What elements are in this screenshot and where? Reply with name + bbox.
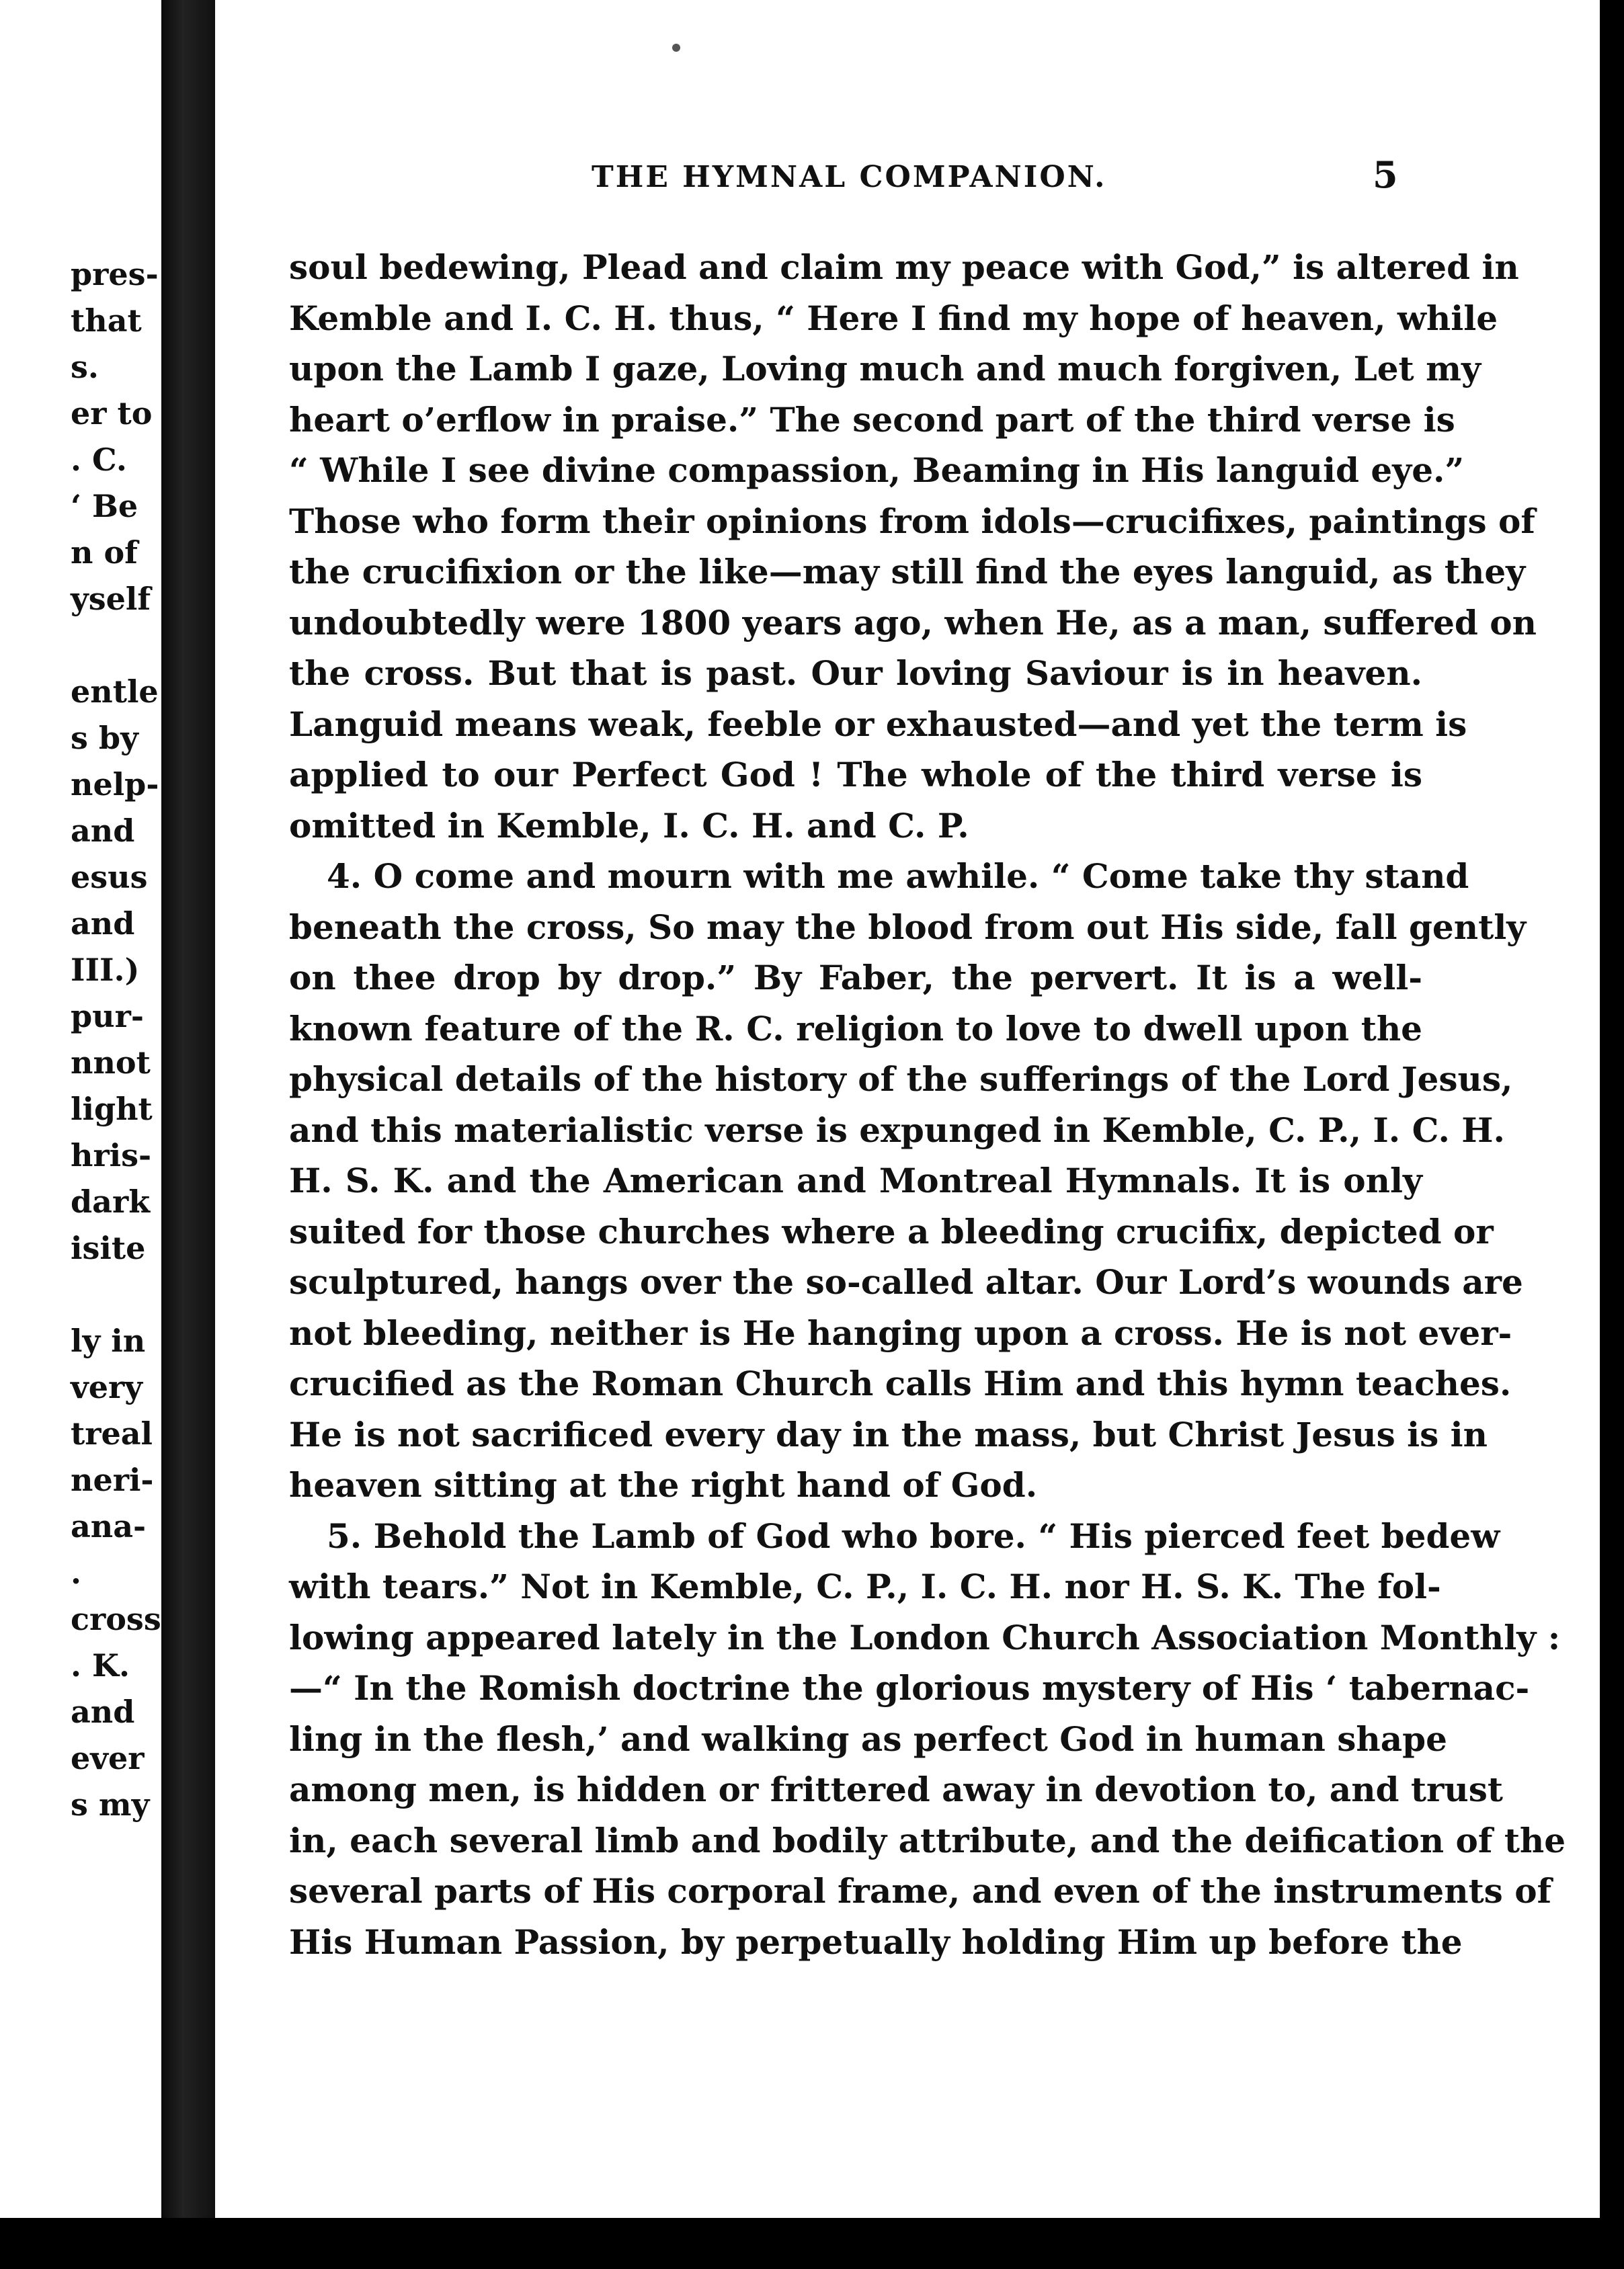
left-page-fragment-line: . C. xyxy=(71,442,127,478)
left-page-fragment-line: ly in xyxy=(71,1323,146,1359)
body-line: upon the Lamb I gaze, Loving much and much forgiven, Let my xyxy=(289,349,1481,388)
body-line: sculptured, hangs over the so-called altar. Our Lord’s wounds are xyxy=(289,1262,1523,1302)
left-page-fragment-line: very xyxy=(71,1369,143,1405)
body-line: lowing appeared lately in the London Church Association Monthly : xyxy=(289,1617,1561,1657)
body-line: beneath the cross, So may the blood from out His side, fall gently xyxy=(289,907,1527,947)
body-line: crucified as the Roman Church calls Him and this hymn teaches. xyxy=(289,1364,1512,1403)
left-page-fragment xyxy=(0,0,161,2269)
body-line: several parts of His corporal frame, and even of the instruments of xyxy=(289,1871,1552,1911)
left-page-fragment-line: esus xyxy=(71,859,148,895)
left-page-fragment-line: s my xyxy=(71,1786,150,1823)
body-line: the crucifixion or the like—may still find the eyes languid, as they xyxy=(289,552,1526,591)
body-line: heaven sitting at the right hand of God. xyxy=(289,1465,1038,1505)
body-line: Kemble and I. C. H. thus, “ Here I find my hope of heaven, while xyxy=(289,298,1498,338)
left-page-fragment-line: n of xyxy=(71,534,138,571)
body-line: 4. O come and mourn with me awhile. “ Come take thy stand xyxy=(327,856,1469,896)
left-page-fragment-line: nnot xyxy=(71,1044,151,1081)
left-page-fragment-line: neri- xyxy=(71,1462,154,1498)
body-line: “ While I see divine compassion, Beaming in His languid eye.” xyxy=(289,450,1465,490)
body-line: ling in the flesh,’ and walking as perfect God in human shape xyxy=(289,1719,1447,1759)
body-line: not bleeding, neither is He hanging upon a cross. He is not ever- xyxy=(289,1313,1512,1353)
body-line: among men, is hidden or frittered away in devotion to, and trust xyxy=(289,1770,1503,1809)
left-page-fragment-line: entle xyxy=(71,673,159,710)
left-page-fragment-line: and xyxy=(71,905,135,942)
left-page-fragment-line: light xyxy=(71,1091,153,1127)
left-page-fragment-line: and xyxy=(71,813,135,849)
body-line: omitted in Kemble, I. C. H. and C. P. xyxy=(289,805,969,845)
left-page-fragment-line: ana- xyxy=(71,1508,147,1544)
body-text xyxy=(289,242,1566,1967)
left-page-fragment-line: treal xyxy=(71,1415,153,1452)
body-line: known feature of the R. C. religion to love to dwell upon the xyxy=(289,1008,1422,1048)
book-gutter xyxy=(161,0,215,2269)
left-page-fragment-line: hris- xyxy=(71,1137,152,1173)
left-page-fragment-line: er to xyxy=(71,395,153,431)
left-page-fragment-line: . K. xyxy=(71,1647,130,1684)
body-line: with tears.” Not in Kemble, C. P., I. C. H. nor H. S. K. The fol- xyxy=(289,1567,1441,1606)
left-page-fragment-line: yself xyxy=(71,581,151,617)
left-page-fragment-line: nelp- xyxy=(71,766,159,802)
body-line: 5. Behold the Lamb of God who bore. “ His pierced feet bedew xyxy=(327,1516,1500,1556)
left-page-fragment-line: ‘ Be xyxy=(71,488,138,524)
left-page-fragment-line: s. xyxy=(71,349,99,385)
body-line: physical details of the history of the sufferings of the Lord Jesus, xyxy=(289,1059,1513,1099)
left-page-fragment-line: and xyxy=(71,1694,135,1730)
body-line: in, each several limb and bodily attribute, and the deification of the xyxy=(289,1820,1566,1860)
body-line: Languid means weak, feeble or exhausted—and yet the term is xyxy=(289,704,1467,744)
body-line: He is not sacrificed every day in the mass, but Christ Jesus is in xyxy=(289,1414,1488,1454)
left-page-fragment-line: III.) xyxy=(71,952,140,988)
body-line: heart o’erflow in praise.” The second part of the third verse is xyxy=(289,399,1455,440)
body-line: —“ In the Romish doctrine the glorious mystery of His ‘ tabernac- xyxy=(289,1668,1530,1708)
body-line: the cross. But that is past. Our loving Saviour is in heaven. xyxy=(289,653,1422,693)
body-line: Those who form their opinions from idols—crucifixes, paintings of xyxy=(289,501,1535,541)
body-line: His Human Passion, by perpetually holding Him up before the xyxy=(289,1922,1463,1962)
body-line: on thee drop by drop.” By Faber, the pervert. It is a well- xyxy=(289,958,1422,997)
scan-border-right xyxy=(1600,0,1624,2269)
ink-speck xyxy=(672,44,680,52)
left-page-fragment-line: that xyxy=(71,302,142,339)
scan-border-bottom xyxy=(0,2218,1624,2269)
left-page-fragment-line: pres- xyxy=(71,256,159,292)
left-page-fragment-line: pur- xyxy=(71,998,144,1034)
body-line: suited for those churches where a bleeding crucifix, depicted or xyxy=(289,1211,1494,1251)
body-line: and this materialistic verse is expunged in Kemble, C. P., I. C. H. xyxy=(289,1110,1505,1150)
left-page-fragment-line: ever xyxy=(71,1740,145,1776)
body-line: applied to our Perfect God ! The whole of the third verse is xyxy=(289,755,1422,794)
body-line: H. S. K. and the American and Montreal Hymnals. It is only xyxy=(289,1161,1422,1200)
page-number: 5 xyxy=(1373,153,1398,196)
body-line: soul bedewing, Plead and claim my peace with God,” is altered in xyxy=(289,247,1519,287)
left-page-fragment-line: . xyxy=(71,1555,82,1591)
left-page-fragment-line: cross xyxy=(71,1601,161,1637)
left-page-fragment-line: s by xyxy=(71,720,138,756)
left-page-fragment-line: dark xyxy=(71,1184,151,1220)
running-header: THE HYMNAL COMPANION. xyxy=(592,160,1107,194)
body-line: undoubtedly were 1800 years ago, when He, as a man, suffered on xyxy=(289,602,1537,643)
left-page-fragment-line: isite xyxy=(71,1230,146,1266)
